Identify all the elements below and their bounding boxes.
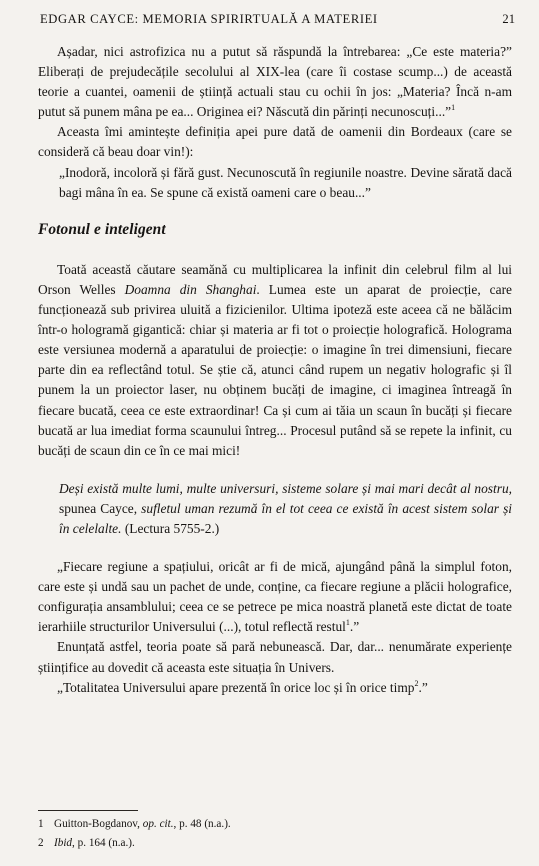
- footnote-text-italic: Ibid: [54, 836, 73, 849]
- paragraph-text: .”: [418, 679, 428, 695]
- paragraph-hologram: [38, 260, 512, 461]
- running-header: [40, 12, 515, 34]
- paragraph-text: .”: [349, 619, 360, 635]
- footnote-ref: 1: [345, 618, 350, 628]
- section-heading: Fotonul e inteligent: [38, 220, 166, 238]
- page-body: [38, 42, 512, 698]
- footnote-ref: 1: [451, 103, 456, 113]
- quote-attribution: spunea Cayce,: [59, 500, 142, 516]
- quote-text: Deși există multe lumi, multe universuri, sisteme solare și mai mari decât al nostru,: [59, 480, 512, 496]
- footnote-text-italic: op. cit.: [142, 818, 174, 830]
- footnote-number: 2: [38, 836, 44, 849]
- quote-photon: [38, 557, 512, 637]
- film-title: Doamna din Shanghai: [124, 281, 257, 297]
- footnote-number: 1: [38, 818, 44, 830]
- footnote-text: , p. 48 (n.a.).: [173, 818, 231, 830]
- paragraph-text: . Lumea este un aparat de proiecție, care funcționează sub privirea uluită a fizicienilor. Ultima ipoteză este aceea că ne bălăcim într-o hologramă gigantică: chiar și materia ar fi tot o proiecție holografică. Holograma este versiunea modernă a aparatului de proiecție: o imagine în trei dimensiuni, fiecare parte din ea reflectând totul. Se știe că, atunci când rupem un negativ holografic și îl punem la un proiector laser, nu obținem bucăți de imagine, ci imaginea întreagă în fiecare bucată, ceea ce este extraordinar! Ca și cum ai tăia un scaun în bucăți și fiecare bucată ar lua imediat forma scaunului întreg... Procesul putând să se repete la infinit, cu bucăți de scaun din ce în ce mai mici!: [38, 281, 512, 458]
- footnote-ref: 2: [414, 678, 419, 688]
- page-number: 21: [502, 12, 515, 26]
- footnote-text: , p. 164 (n.a.).: [72, 836, 135, 849]
- quote-water: „Inodoră, incoloră și fără gust. Necunoscută în regiunile noastre. Devine sărată dacă bagi mâna în ea. Se spune că există oameni care o beau...”: [59, 164, 512, 200]
- footnote-1: [38, 815, 512, 834]
- paragraph-bordeaux: Aceasta îmi amintește definiția apei pure dată de oamenii din Bordeaux (care se consideră că beau doar vin!):: [38, 124, 512, 160]
- quote-cayce-reading: [38, 479, 512, 539]
- quote-text: sufletul uman rezumă în el tot ceea ce există în acest sistem solar și în celelalte.: [59, 500, 512, 536]
- paragraph-experiments: Enunțată astfel, teoria poate să pară nebunească. Dar, dar... nenumărate experiențe științifice au dovedit că aceasta este situația în Univers.: [38, 639, 512, 675]
- footnote-2: [38, 834, 512, 853]
- footnote-separator: [38, 810, 138, 811]
- paragraph-text: „Totalitatea Universului apare prezentă în orice loc și în orice timp: [57, 679, 415, 695]
- footnote-text: Guitton-Bogdanov,: [54, 818, 143, 830]
- footnotes: [38, 815, 512, 852]
- running-title: EDGAR CAYCE: MEMORIA SPIRIRTUALĂ A MATERIEI: [40, 12, 378, 26]
- paragraph-text: Toată această căutare seamănă cu multiplicarea la infinit din celebrul film al lui Orson Welles: [38, 261, 512, 297]
- quote-totality: [38, 678, 512, 698]
- paragraph-astrophysics: [38, 42, 512, 122]
- paragraph-text: „Fiecare regiune a spațiului, oricât ar fi de mică, ajungând până la simplul foton, care este și undă sau un pachet de unde, conține, ca fiecare regiune a plăcii holografice, configurația ansamblului; ceea ce se petrece pe mica noastră planetă este dictat de toate ierarhiile structurilor Universului (...), totul reflectă restul: [38, 559, 512, 635]
- paragraph-text: Așadar, nici astrofizica nu a putut să răspundă la întrebarea: „Ce este materia?” Eliberați de prejudecățile secolului al XIX-lea (care îi costase scump...) de această teorie a cuantei, oamenii de știință actuali stau cu ochii în jos: „Materia? Încă n-am putut să punem mâna pe ea... Originea ei? Născută din părinți necunoscuți...”: [38, 44, 512, 120]
- reading-reference: (Lectura 5755-2.): [121, 520, 220, 536]
